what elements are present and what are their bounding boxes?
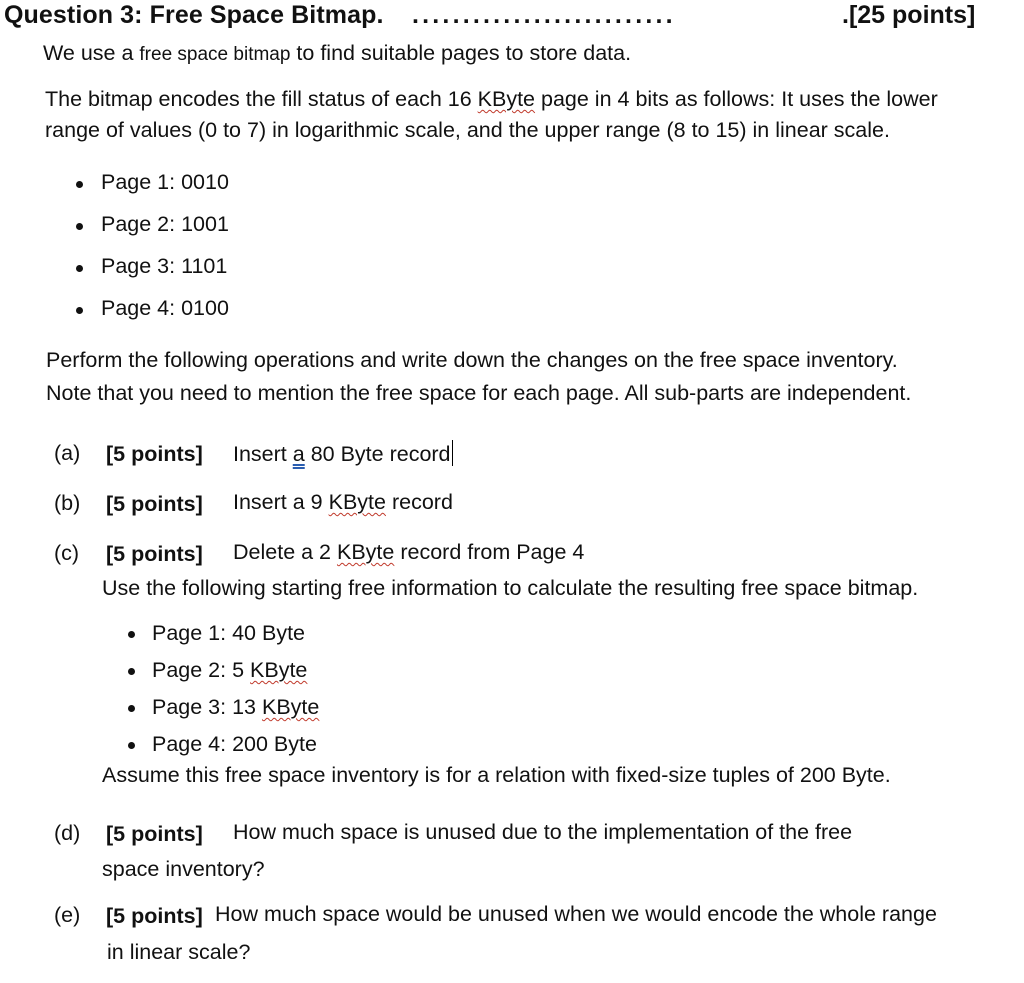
part-b-kbyte: KByte: [328, 490, 386, 514]
part-a-word-a: a: [292, 442, 305, 466]
para1-line1: [45, 87, 938, 112]
part-b-points: [5 points]: [106, 492, 203, 516]
free-info-page-1: Page 1: 40 Byte: [152, 621, 305, 645]
intro-text-a: We use a: [43, 41, 140, 65]
para2-line2: Note that you need to mention the free space for each page. All sub-parts are independent.: [46, 381, 912, 405]
part-e-points: [5 points]: [106, 904, 203, 928]
part-c-instruction: Use the following starting free information to calculate the resulting free space bitmap.: [102, 576, 919, 600]
free-info-page-3: [152, 695, 319, 720]
bullet-dot: [76, 181, 83, 188]
para1-text-b: page in 4 bits as follows: It uses the lower: [535, 87, 938, 111]
part-a-text[interactable]: [233, 440, 453, 467]
part-d-label: (d): [54, 821, 81, 845]
part-e-label: (e): [54, 903, 81, 927]
free-info-page-3-pre: Page 3: 13: [152, 695, 262, 719]
part-a-points: [5 points]: [106, 442, 203, 466]
bitmap-page-1: Page 1: 0010: [101, 170, 229, 194]
intro-line: [43, 41, 631, 66]
part-b-text-post: record: [385, 490, 453, 514]
bitmap-page-2: Page 2: 1001: [101, 212, 229, 236]
part-c-text-pre: Delete a 2: [233, 540, 337, 564]
part-c-label: (c): [54, 541, 80, 565]
part-c-text-post: record from Page 4: [394, 540, 585, 564]
free-info-page-2: [152, 658, 307, 683]
part-e-text: How much space would be unused when we would encode the whole range: [215, 902, 937, 926]
part-a-label: (a): [54, 441, 81, 465]
part-c-kbyte: KByte: [336, 540, 395, 564]
part-e-text-line2: in linear scale?: [107, 940, 251, 964]
text-cursor: [452, 440, 453, 466]
question-points: .[25 points]: [842, 1, 976, 29]
part-d-text: How much space is unused due to the implementation of the free: [233, 820, 853, 844]
part-d-points: [5 points]: [106, 822, 203, 846]
free-info-page-2-pre: Page 2: 5: [152, 658, 251, 682]
bullet-dot: [76, 265, 83, 272]
bitmap-page-3: Page 3: 1101: [101, 254, 228, 278]
free-info-page-2-unit: KByte: [250, 658, 308, 682]
para2-line1: Perform the following operations and write down the changes on the free space inventory.: [46, 348, 898, 372]
para1-text-a: The bitmap encodes the fill status of each 16: [45, 87, 478, 111]
part-c-assumption: Assume this free space inventory is for a relation with fixed-size tuples of 200 Byte.: [102, 763, 891, 787]
part-a-text-post: 80 Byte record: [304, 442, 451, 466]
bullet-dot: [76, 307, 83, 314]
part-a-text-pre: Insert: [233, 442, 293, 466]
para1-kbyte: KByte: [477, 87, 536, 111]
free-info-page-3-unit: KByte: [261, 695, 320, 719]
bullet-dot: [128, 668, 135, 675]
part-c-text: [233, 540, 584, 565]
intro-term: free space bitmap: [139, 44, 291, 65]
free-info-page-4: Page 4: 200 Byte: [152, 732, 317, 756]
part-b-label: (b): [54, 491, 81, 515]
bullet-dot: [76, 223, 83, 230]
part-b-text: [233, 490, 453, 515]
bullet-dot: [128, 631, 135, 638]
bullet-dot: [128, 742, 135, 749]
part-b-text-pre: Insert a 9: [233, 490, 329, 514]
intro-text-b: to find suitable pages to store data.: [290, 41, 632, 65]
question-title: Question 3: Free Space Bitmap.: [4, 1, 384, 29]
para1-line2: range of values (0 to 7) in logarithmic scale, and the upper range (8 to 15) in linear scale.: [45, 118, 890, 142]
part-d-text-line2: space inventory?: [102, 857, 265, 881]
bullet-dot: [128, 705, 135, 712]
part-c-points: [5 points]: [106, 542, 203, 566]
bitmap-page-4: Page 4: 0100: [101, 296, 229, 320]
title-leader-dots: ..........................: [412, 1, 676, 29]
